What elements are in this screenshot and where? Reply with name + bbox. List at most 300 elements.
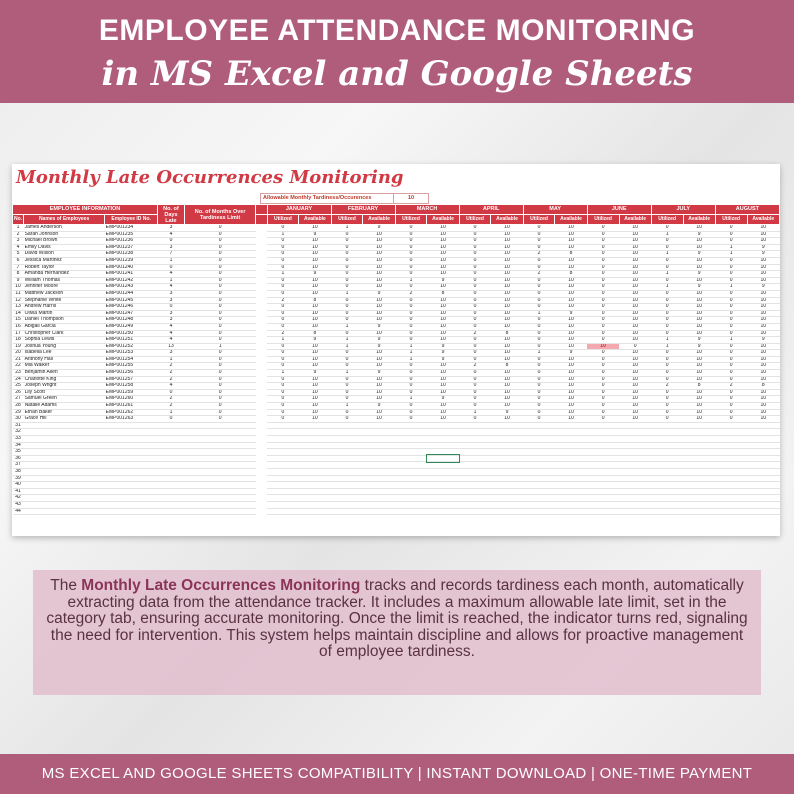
utilized-cell[interactable]: 0: [587, 350, 619, 357]
table-row[interactable]: [13, 304, 780, 311]
available-cell[interactable]: 10: [363, 238, 395, 245]
empty-cell[interactable]: [683, 429, 715, 436]
utilized-cell[interactable]: 0: [395, 370, 427, 377]
available-cell[interactable]: 10: [427, 284, 459, 291]
empty-cell[interactable]: [427, 475, 459, 482]
employee-id-cell[interactable]: EMP001257: [105, 376, 158, 383]
empty-cell[interactable]: [491, 495, 523, 502]
utilized-cell[interactable]: 0: [267, 416, 299, 423]
utilized-cell[interactable]: 0: [587, 370, 619, 377]
table-row[interactable]: [13, 264, 780, 271]
utilized-cell[interactable]: 0: [651, 323, 683, 330]
table-row[interactable]: [13, 271, 780, 278]
utilized-cell[interactable]: 2: [715, 383, 747, 390]
utilized-cell[interactable]: 0: [459, 356, 491, 363]
available-cell[interactable]: 10: [619, 370, 651, 377]
available-cell[interactable]: 10: [683, 403, 715, 410]
utilized-cell[interactable]: 0: [459, 284, 491, 291]
utilized-cell[interactable]: 0: [587, 409, 619, 416]
months-over-cell[interactable]: 0: [184, 330, 255, 337]
empty-cell[interactable]: [555, 501, 587, 508]
table-row[interactable]: [13, 225, 780, 232]
table-row[interactable]: [13, 257, 780, 264]
available-cell[interactable]: 10: [619, 323, 651, 330]
utilized-cell[interactable]: 0: [715, 225, 747, 232]
empty-cell[interactable]: [363, 442, 395, 449]
empty-cell[interactable]: [651, 482, 683, 489]
empty-cell[interactable]: [715, 436, 747, 443]
table-row[interactable]: [13, 403, 780, 410]
utilized-cell[interactable]: 0: [267, 356, 299, 363]
utilized-cell[interactable]: 0: [459, 416, 491, 423]
empty-cell[interactable]: [299, 482, 331, 489]
utilized-cell[interactable]: 0: [587, 389, 619, 396]
utilized-cell[interactable]: 0: [267, 343, 299, 350]
available-cell[interactable]: 10: [299, 343, 331, 350]
empty-cell[interactable]: [427, 501, 459, 508]
utilized-cell[interactable]: 0: [395, 238, 427, 245]
empty-cell[interactable]: [459, 475, 491, 482]
empty-cell[interactable]: [523, 436, 555, 443]
empty-cell[interactable]: [715, 455, 747, 462]
available-cell[interactable]: 10: [299, 238, 331, 245]
available-cell[interactable]: 10: [555, 297, 587, 304]
employee-name-cell[interactable]: Daniel Thompson: [24, 317, 105, 324]
empty-cell[interactable]: [267, 495, 299, 502]
utilized-cell[interactable]: 0: [331, 376, 363, 383]
utilized-cell[interactable]: 1: [715, 284, 747, 291]
utilized-cell[interactable]: 0: [395, 337, 427, 344]
utilized-cell[interactable]: 0: [523, 376, 555, 383]
empty-cell[interactable]: [459, 488, 491, 495]
utilized-cell[interactable]: 1: [331, 290, 363, 297]
available-cell[interactable]: 10: [683, 225, 715, 232]
available-cell[interactable]: 10: [747, 264, 779, 271]
available-cell[interactable]: 10: [491, 317, 523, 324]
empty-cell[interactable]: [331, 495, 363, 502]
employee-name-cell[interactable]: Charlotte King: [24, 376, 105, 383]
days-late-cell[interactable]: 2: [158, 370, 185, 377]
available-cell[interactable]: 10: [427, 271, 459, 278]
empty-cell[interactable]: [267, 442, 299, 449]
utilized-cell[interactable]: 0: [395, 284, 427, 291]
empty-cell[interactable]: [395, 422, 427, 429]
empty-row[interactable]: [13, 475, 780, 482]
months-over-cell[interactable]: 0: [184, 264, 255, 271]
utilized-cell[interactable]: 0: [715, 271, 747, 278]
available-cell[interactable]: 9: [683, 343, 715, 350]
available-cell[interactable]: 10: [299, 383, 331, 390]
available-cell[interactable]: 9: [683, 337, 715, 344]
empty-cell[interactable]: [331, 501, 363, 508]
utilized-cell[interactable]: 0: [331, 297, 363, 304]
utilized-cell[interactable]: 0: [395, 389, 427, 396]
empty-cell[interactable]: [619, 442, 651, 449]
available-cell[interactable]: 10: [491, 251, 523, 258]
days-late-cell[interactable]: 3: [158, 350, 185, 357]
available-cell[interactable]: 9: [363, 337, 395, 344]
available-cell[interactable]: 10: [299, 416, 331, 423]
empty-cell[interactable]: [587, 501, 619, 508]
table-row[interactable]: [13, 409, 780, 416]
employee-name-cell[interactable]: Emily Davis: [24, 244, 105, 251]
available-cell[interactable]: 10: [427, 376, 459, 383]
available-cell[interactable]: 10: [491, 343, 523, 350]
empty-cell[interactable]: [715, 475, 747, 482]
utilized-cell[interactable]: 0: [459, 370, 491, 377]
utilized-cell[interactable]: 0: [267, 350, 299, 357]
utilized-cell[interactable]: 0: [715, 304, 747, 311]
days-late-cell[interactable]: 0: [158, 416, 185, 423]
days-late-cell[interactable]: 4: [158, 337, 185, 344]
available-cell[interactable]: 10: [363, 277, 395, 284]
empty-cell[interactable]: [683, 488, 715, 495]
empty-cell[interactable]: [523, 495, 555, 502]
empty-cell[interactable]: [105, 488, 158, 495]
utilized-cell[interactable]: 0: [523, 330, 555, 337]
utilized-cell[interactable]: 0: [395, 244, 427, 251]
empty-cell[interactable]: [395, 436, 427, 443]
utilized-cell[interactable]: 0: [459, 396, 491, 403]
utilized-cell[interactable]: 0: [459, 277, 491, 284]
empty-cell[interactable]: [363, 508, 395, 515]
available-cell[interactable]: 10: [619, 251, 651, 258]
available-cell[interactable]: 8: [491, 330, 523, 337]
available-cell[interactable]: 10: [619, 264, 651, 271]
employee-id-cell[interactable]: EMP001245: [105, 297, 158, 304]
utilized-cell[interactable]: 0: [331, 363, 363, 370]
utilized-cell[interactable]: 0: [331, 271, 363, 278]
empty-cell[interactable]: [619, 449, 651, 456]
empty-row[interactable]: [13, 482, 780, 489]
months-over-cell[interactable]: 0: [184, 317, 255, 324]
empty-cell[interactable]: [715, 449, 747, 456]
utilized-cell[interactable]: 0: [587, 376, 619, 383]
empty-row[interactable]: [13, 462, 780, 469]
utilized-cell[interactable]: 0: [395, 403, 427, 410]
available-cell[interactable]: 9: [747, 284, 779, 291]
table-row[interactable]: [13, 238, 780, 245]
empty-row[interactable]: [13, 501, 780, 508]
utilized-cell[interactable]: 0: [587, 277, 619, 284]
available-cell[interactable]: 9: [747, 337, 779, 344]
utilized-cell[interactable]: 0: [459, 337, 491, 344]
available-cell[interactable]: 10: [747, 396, 779, 403]
utilized-cell[interactable]: 0: [331, 257, 363, 264]
available-cell[interactable]: 10: [555, 257, 587, 264]
utilized-cell[interactable]: 0: [587, 257, 619, 264]
empty-row[interactable]: [13, 508, 780, 515]
empty-cell[interactable]: [427, 442, 459, 449]
table-row[interactable]: [13, 317, 780, 324]
available-cell[interactable]: 10: [299, 244, 331, 251]
utilized-cell[interactable]: 0: [331, 251, 363, 258]
utilized-cell[interactable]: 0: [715, 370, 747, 377]
empty-cell[interactable]: [158, 436, 185, 443]
utilized-cell[interactable]: 1: [395, 343, 427, 350]
empty-cell[interactable]: [331, 442, 363, 449]
empty-cell[interactable]: [651, 442, 683, 449]
empty-cell[interactable]: [427, 482, 459, 489]
available-cell[interactable]: 10: [683, 290, 715, 297]
empty-cell[interactable]: [491, 462, 523, 469]
employee-name-cell[interactable]: Joseph Wright: [24, 383, 105, 390]
table-row[interactable]: [13, 363, 780, 370]
available-cell[interactable]: 10: [427, 403, 459, 410]
employee-name-cell[interactable]: Isabella Lee: [24, 350, 105, 357]
empty-cell[interactable]: [491, 482, 523, 489]
allowable-value[interactable]: 10: [393, 194, 428, 203]
available-cell[interactable]: 10: [683, 264, 715, 271]
empty-cell[interactable]: [184, 508, 255, 515]
table-row[interactable]: [13, 284, 780, 291]
employee-id-cell[interactable]: EMP001237: [105, 244, 158, 251]
available-cell[interactable]: 10: [363, 284, 395, 291]
available-cell[interactable]: 10: [747, 416, 779, 423]
utilized-cell[interactable]: 0: [331, 277, 363, 284]
empty-cell[interactable]: [683, 442, 715, 449]
utilized-cell[interactable]: 0: [395, 297, 427, 304]
empty-cell[interactable]: [331, 468, 363, 475]
employee-id-cell[interactable]: EMP001240: [105, 264, 158, 271]
available-cell[interactable]: 10: [555, 238, 587, 245]
empty-cell[interactable]: [24, 422, 105, 429]
empty-cell[interactable]: [619, 488, 651, 495]
empty-cell[interactable]: [555, 482, 587, 489]
available-cell[interactable]: 10: [491, 244, 523, 251]
months-over-cell[interactable]: 0: [184, 284, 255, 291]
available-cell[interactable]: 10: [363, 383, 395, 390]
empty-cell[interactable]: [184, 475, 255, 482]
available-cell[interactable]: 10: [683, 363, 715, 370]
employee-name-cell[interactable]: Olivia Martin: [24, 310, 105, 317]
utilized-cell[interactable]: 0: [267, 323, 299, 330]
empty-cell[interactable]: [267, 449, 299, 456]
available-cell[interactable]: 10: [427, 323, 459, 330]
available-cell[interactable]: 10: [683, 389, 715, 396]
empty-cell[interactable]: [747, 508, 779, 515]
available-cell[interactable]: 10: [555, 356, 587, 363]
utilized-cell[interactable]: 0: [523, 244, 555, 251]
utilized-cell[interactable]: 0: [651, 264, 683, 271]
available-cell[interactable]: 10: [299, 251, 331, 258]
utilized-cell[interactable]: 0: [395, 323, 427, 330]
utilized-cell[interactable]: 0: [267, 225, 299, 232]
days-late-cell[interactable]: 4: [158, 330, 185, 337]
available-cell[interactable]: 10: [299, 323, 331, 330]
utilized-cell[interactable]: 0: [331, 389, 363, 396]
available-cell[interactable]: 10: [555, 383, 587, 390]
utilized-cell[interactable]: 0: [715, 343, 747, 350]
available-cell[interactable]: 10: [555, 304, 587, 311]
available-cell[interactable]: 10: [363, 297, 395, 304]
utilized-cell[interactable]: 0: [331, 304, 363, 311]
utilized-cell[interactable]: 1: [651, 231, 683, 238]
available-cell[interactable]: 10: [363, 376, 395, 383]
utilized-cell[interactable]: 0: [395, 310, 427, 317]
available-cell[interactable]: 8: [555, 251, 587, 258]
utilized-cell[interactable]: 0: [267, 290, 299, 297]
empty-cell[interactable]: [158, 449, 185, 456]
empty-cell[interactable]: [459, 449, 491, 456]
empty-cell[interactable]: [651, 488, 683, 495]
utilized-cell[interactable]: 0: [395, 257, 427, 264]
available-cell[interactable]: 10: [619, 257, 651, 264]
utilized-cell[interactable]: 0: [715, 376, 747, 383]
available-cell[interactable]: 10: [491, 370, 523, 377]
employee-name-cell[interactable]: William Thomas: [24, 277, 105, 284]
utilized-cell[interactable]: 0: [715, 290, 747, 297]
available-cell[interactable]: 10: [363, 396, 395, 403]
table-row[interactable]: [13, 383, 780, 390]
empty-cell[interactable]: [555, 442, 587, 449]
available-cell[interactable]: 9: [427, 356, 459, 363]
empty-cell[interactable]: [555, 475, 587, 482]
utilized-cell[interactable]: 0: [267, 257, 299, 264]
available-cell[interactable]: 10: [363, 310, 395, 317]
utilized-cell[interactable]: 0: [267, 376, 299, 383]
empty-cell[interactable]: [587, 429, 619, 436]
employee-id-cell[interactable]: EMP001262: [105, 409, 158, 416]
utilized-cell[interactable]: 0: [459, 403, 491, 410]
utilized-cell[interactable]: 0: [459, 264, 491, 271]
utilized-cell[interactable]: 0: [587, 284, 619, 291]
utilized-cell[interactable]: 2: [395, 290, 427, 297]
empty-cell[interactable]: [363, 462, 395, 469]
employee-name-cell[interactable]: Stephanie White: [24, 297, 105, 304]
utilized-cell[interactable]: 0: [331, 244, 363, 251]
available-cell[interactable]: 8: [299, 330, 331, 337]
available-cell[interactable]: 10: [299, 376, 331, 383]
utilized-cell[interactable]: 0: [587, 323, 619, 330]
empty-cell[interactable]: [105, 449, 158, 456]
utilized-cell[interactable]: 0: [267, 383, 299, 390]
available-cell[interactable]: 10: [747, 389, 779, 396]
empty-cell[interactable]: [158, 488, 185, 495]
utilized-cell[interactable]: 0: [331, 264, 363, 271]
empty-cell[interactable]: [184, 436, 255, 443]
utilized-cell[interactable]: 0: [651, 317, 683, 324]
months-over-cell[interactable]: 0: [184, 376, 255, 383]
available-cell[interactable]: 9: [683, 284, 715, 291]
available-cell[interactable]: 10: [299, 284, 331, 291]
empty-cell[interactable]: [24, 508, 105, 515]
empty-cell[interactable]: [158, 475, 185, 482]
empty-cell[interactable]: [523, 482, 555, 489]
utilized-cell[interactable]: 0: [267, 317, 299, 324]
empty-cell[interactable]: [427, 422, 459, 429]
utilized-cell[interactable]: 0: [523, 238, 555, 245]
utilized-cell[interactable]: 0: [523, 231, 555, 238]
employee-name-cell[interactable]: Benjamin Allen: [24, 370, 105, 377]
available-cell[interactable]: 10: [619, 225, 651, 232]
empty-cell[interactable]: [747, 449, 779, 456]
empty-cell[interactable]: [683, 449, 715, 456]
utilized-cell[interactable]: 0: [331, 416, 363, 423]
available-cell[interactable]: 10: [491, 323, 523, 330]
available-cell[interactable]: 9: [363, 403, 395, 410]
available-cell[interactable]: 10: [299, 264, 331, 271]
available-cell[interactable]: 9: [747, 244, 779, 251]
employee-id-cell[interactable]: EMP001249: [105, 323, 158, 330]
utilized-cell[interactable]: 1: [523, 310, 555, 317]
available-cell[interactable]: 10: [555, 277, 587, 284]
utilized-cell[interactable]: 0: [587, 225, 619, 232]
available-cell[interactable]: 10: [555, 396, 587, 403]
employee-id-cell[interactable]: EMP001248: [105, 317, 158, 324]
months-over-cell[interactable]: 0: [184, 277, 255, 284]
empty-cell[interactable]: [299, 442, 331, 449]
empty-cell[interactable]: [747, 495, 779, 502]
available-cell[interactable]: 10: [427, 317, 459, 324]
available-cell[interactable]: 9: [299, 337, 331, 344]
utilized-cell[interactable]: 0: [523, 389, 555, 396]
employee-name-cell[interactable]: Lily Scott: [24, 389, 105, 396]
employee-id-cell[interactable]: EMP001239: [105, 257, 158, 264]
utilized-cell[interactable]: 0: [395, 317, 427, 324]
table-row[interactable]: [13, 323, 780, 330]
available-cell[interactable]: 10: [491, 271, 523, 278]
empty-cell[interactable]: [267, 429, 299, 436]
employee-id-cell[interactable]: EMP001247: [105, 310, 158, 317]
empty-cell[interactable]: [523, 488, 555, 495]
utilized-cell[interactable]: 0: [395, 304, 427, 311]
empty-cell[interactable]: [683, 422, 715, 429]
empty-cell[interactable]: [299, 455, 331, 462]
empty-cell[interactable]: [491, 508, 523, 515]
available-cell[interactable]: 10: [683, 310, 715, 317]
employee-id-cell[interactable]: EMP001243: [105, 284, 158, 291]
empty-cell[interactable]: [491, 436, 523, 443]
utilized-cell[interactable]: 0: [459, 271, 491, 278]
table-row[interactable]: [13, 370, 780, 377]
available-cell[interactable]: 10: [299, 389, 331, 396]
available-cell[interactable]: 10: [491, 350, 523, 357]
utilized-cell[interactable]: 0: [395, 251, 427, 258]
utilized-cell[interactable]: 0: [587, 231, 619, 238]
available-cell[interactable]: 10: [491, 297, 523, 304]
empty-cell[interactable]: [651, 422, 683, 429]
empty-cell[interactable]: [747, 488, 779, 495]
available-cell[interactable]: 10: [619, 416, 651, 423]
employee-id-cell[interactable]: EMP001256: [105, 370, 158, 377]
utilized-cell[interactable]: 0: [715, 257, 747, 264]
employee-name-cell[interactable]: Anthony Hall: [24, 356, 105, 363]
utilized-cell[interactable]: 0: [523, 225, 555, 232]
employee-name-cell[interactable]: Samuel Green: [24, 396, 105, 403]
days-late-cell[interactable]: 2: [158, 396, 185, 403]
empty-cell[interactable]: [105, 429, 158, 436]
utilized-cell[interactable]: 0: [523, 264, 555, 271]
table-row[interactable]: [13, 337, 780, 344]
empty-cell[interactable]: [619, 429, 651, 436]
employee-name-cell[interactable]: Jessica Martinez: [24, 257, 105, 264]
available-cell[interactable]: 10: [363, 330, 395, 337]
utilized-cell[interactable]: 1: [331, 343, 363, 350]
utilized-cell[interactable]: 0: [459, 304, 491, 311]
available-cell[interactable]: 10: [491, 264, 523, 271]
available-cell[interactable]: 10: [427, 383, 459, 390]
available-cell[interactable]: 10: [555, 330, 587, 337]
utilized-cell[interactable]: 0: [651, 356, 683, 363]
available-cell[interactable]: 10: [491, 356, 523, 363]
available-cell[interactable]: 10: [491, 389, 523, 396]
available-cell[interactable]: 10: [555, 337, 587, 344]
empty-cell[interactable]: [184, 442, 255, 449]
utilized-cell[interactable]: 0: [331, 317, 363, 324]
empty-cell[interactable]: [491, 422, 523, 429]
available-cell[interactable]: 10: [491, 277, 523, 284]
